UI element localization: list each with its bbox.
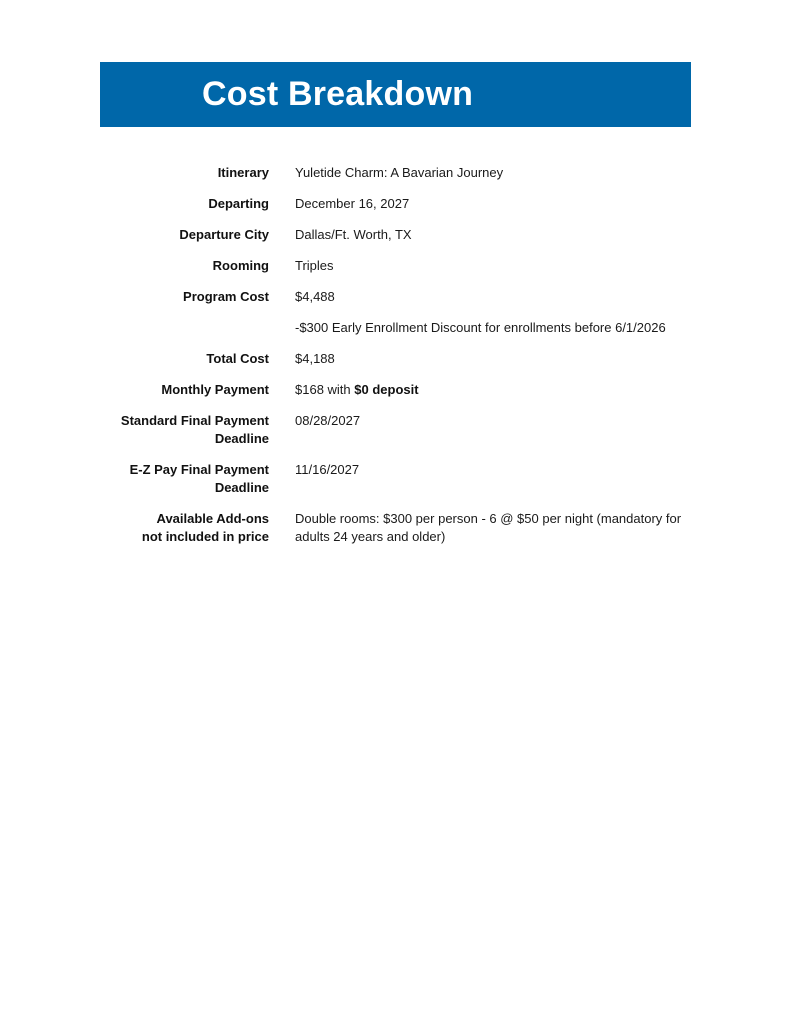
program-cost-value: $4,488 (295, 289, 335, 304)
row-discount (100, 319, 691, 350)
row-standard-final-payment (100, 412, 691, 461)
row-available-addons (100, 510, 691, 550)
addons-label (100, 510, 269, 546)
monthly-payment-amount: $168 with (295, 382, 355, 397)
addons-value: Double rooms: $300 per person - 6 @ $50 per night (mandatory for adults 24 years and older) (295, 511, 682, 544)
ezpay-final-payment-value: 11/16/2027 (295, 462, 360, 477)
deposit-amount: $0 deposit (354, 382, 419, 397)
standard-final-payment-label-line2: Deadline (214, 431, 269, 446)
row-itinerary (100, 164, 691, 195)
departure-city-value: Dallas/Ft. Worth, TX (295, 227, 412, 242)
row-rooming (100, 257, 691, 288)
row-monthly-payment (100, 381, 691, 412)
page-title: Cost Breakdown (202, 75, 474, 113)
total-cost-value: $4,188 (295, 351, 335, 366)
rooming-value: Triples (295, 258, 334, 273)
total-cost-label: Total Cost (206, 351, 269, 366)
departing-value: December 16, 2027 (295, 196, 410, 211)
monthly-payment-value (295, 381, 691, 399)
standard-final-payment-value: 08/28/2027 (295, 413, 361, 428)
ezpay-final-payment-label (100, 461, 269, 497)
rooming-label: Rooming (212, 258, 269, 273)
standard-final-payment-label (100, 412, 269, 448)
addons-label-line2: not included in price (141, 529, 269, 544)
addons-label-line1: Available Add-ons (156, 511, 269, 526)
departing-label: Departing (208, 196, 269, 211)
departure-city-label: Departure City (179, 227, 269, 242)
header-banner (100, 62, 691, 127)
itinerary-label: Itinerary (217, 165, 269, 180)
discount-value: -$300 Early Enrollment Discount for enrollments before 6/1/2026 (295, 320, 666, 335)
itinerary-value: Yuletide Charm: A Bavarian Journey (295, 165, 504, 180)
monthly-payment-label: Monthly Payment (161, 382, 269, 397)
row-departing (100, 195, 691, 226)
row-departure-city (100, 226, 691, 257)
program-cost-label: Program Cost (183, 289, 269, 304)
row-program-cost (100, 288, 691, 319)
standard-final-payment-label-line1: Standard Final Payment (120, 413, 269, 428)
ezpay-final-payment-label-line1: E-Z Pay Final Payment (129, 462, 269, 477)
row-ezpay-final-payment (100, 461, 691, 510)
row-total-cost (100, 350, 691, 381)
cost-breakdown-table (100, 164, 691, 550)
ezpay-final-payment-label-line2: Deadline (214, 480, 269, 495)
